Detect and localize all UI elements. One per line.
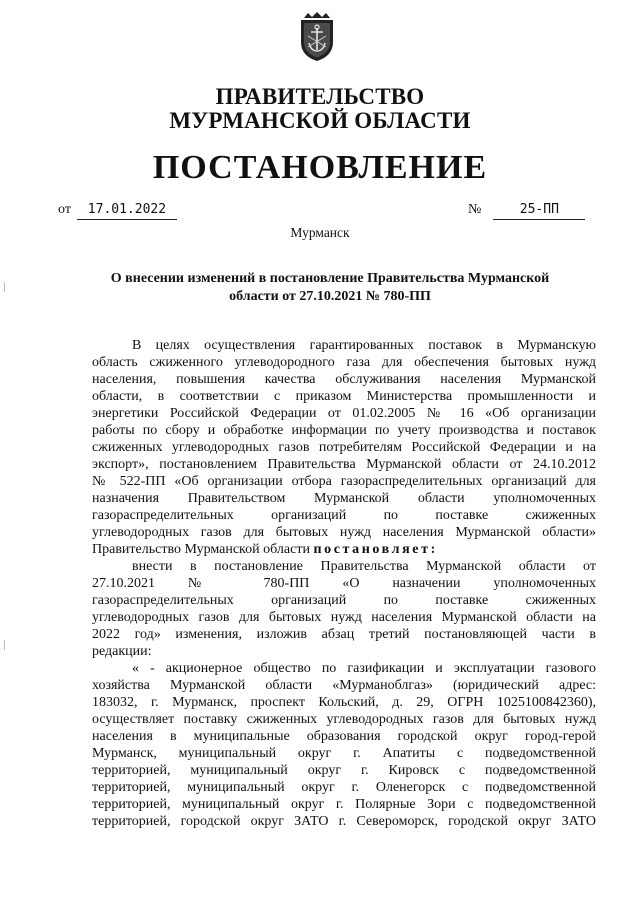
body-line: В целях осуществления гарантированных поставок в Мурманскую [132,338,596,353]
body-line: внести в постановление Правительства Мурманской области от [132,559,596,574]
body-line: территорией, муниципальный округ г. Полярные Зори с подведомственной [92,797,596,812]
body-line-text: Правительство Мурманской области [92,542,310,557]
body-line: газораспределительных организаций по поставке сжиженных [92,508,596,523]
number-prefix: № [468,202,482,217]
subject-line2: области от 27.10.2021 № 780-ПП [229,289,431,304]
body-line: 2022 год» изменения, изложив абзац третий постановляющей части в [92,627,596,642]
decrees-word: постановляет: [313,542,438,557]
date-prefix: от [58,202,71,217]
document-type-title: ПОСТАНОВЛЕНИЕ [152,149,488,186]
issuing-city: Мурманск [290,225,350,240]
document-date: 17.01.2022 [77,201,177,220]
document-number: 25-ПП [493,201,585,220]
body-line: энергетики Российской Федерации от 01.02.2005 № 16 «Об организации [92,406,596,421]
body-line: территорией, муниципальный округ г. Оленегорск с подведомственной [92,780,596,795]
body-line: № 522-ПП «Об организации отбора газораспределительных организаций для [92,474,596,489]
body-line [92,541,596,558]
body-line: населения в муниципальные образования городской округ город-герой [92,729,596,744]
date-row [58,201,177,220]
body-line: работы по сбору и обработке информации по учету производства и поставок [92,423,596,438]
subject-line1: О внесении изменений в постановление Правительства Мурманской [110,271,550,286]
body-line: населения, повышения качества обслуживания населения Мурманской [92,372,596,387]
body-line: назначения Правительством Мурманской области уполномоченных [92,491,596,506]
government-title-line1: ПРАВИТЕЛЬСТВО [215,84,425,109]
body-line: редакции: [92,644,152,659]
body-line: сжиженных углеводородных газов потребителям Российской Федерации и на [92,440,596,455]
body-line: территорией, городской округ ЗАТО г. Североморск, городской округ ЗАТО [92,814,596,829]
margin-mark [4,282,5,292]
margin-mark [4,640,5,650]
body-line: хозяйства Мурманской области «Мурманоблгаз» (юридический адрес: [92,678,596,693]
body-line: экспорт», постановлением Правительства Мурманской области от 24.10.2012 [92,457,596,472]
coat-of-arms-emblem [298,12,336,62]
body-line: Мурманск, муниципальный округ г. Апатиты с подведомственной [92,746,596,761]
body-line: осуществляет поставку сжиженных углеводородных газов для бытовых нужд [92,712,596,727]
number-row [468,201,585,220]
body-line: газораспределительных организаций по поставке сжиженных [92,593,596,608]
body-line: углеводородных газов для бытовых нужд населения Мурманской области» [92,525,596,540]
body-line: углеводородных газов для бытовых нужд населения Мурманской области на [92,610,596,625]
body-line: « - акционерное общество по газификации и эксплуатации газового [132,661,596,676]
body-line: 27.10.2021 № 780-ПП «О назначении уполномоченных [92,576,596,591]
body-line: 183032, г. Мурманск, проспект Кольский, д. 29, ОГРН 1025100842360), [92,695,596,710]
murmansk-coat-of-arms-icon [298,12,336,62]
body-line: область сжиженного углеводородного газа для обеспечения бытовых нужд [92,355,596,370]
body-line: области, в соответствии с приказом Министерства промышленности и [92,389,596,404]
body-line: территорией, муниципальный округ г. Кировск с подведомственной [92,763,596,778]
government-title-line2: МУРМАНСКОЙ ОБЛАСТИ [169,108,471,133]
